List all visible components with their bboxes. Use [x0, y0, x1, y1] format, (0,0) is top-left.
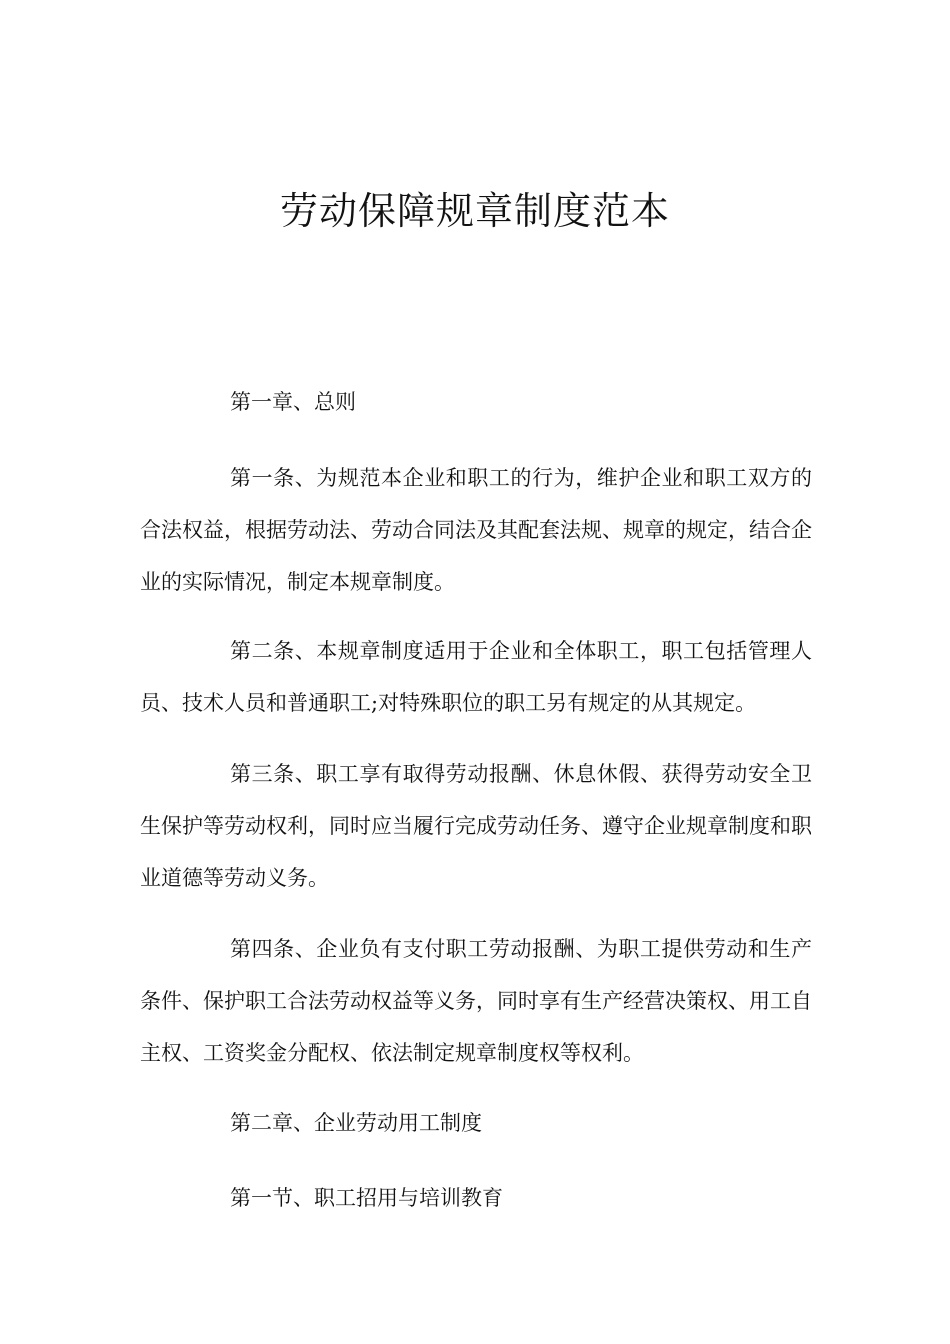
- chapter-2-heading: 第二章、企业劳动用工制度: [230, 1111, 482, 1135]
- article-4-paragraph: 第四条、企业负有支付职工劳动报酬、为职工提供劳动和生产条件、保护职工合法劳动权益等义务，同时享有生产经营决策权、用工自主权、工资奖金分配权、依法制定规章制度权等权利。: [140, 937, 812, 1065]
- article-3-paragraph: 第三条、职工享有取得劳动报酬、休息休假、获得劳动安全卫生保护等劳动权利，同时应当履行完成劳动任务、遵守企业规章制度和职业道德等劳动义务。: [140, 762, 812, 890]
- chapter-1-heading: 第一章、总则: [230, 390, 356, 414]
- document-title: 劳动保障规章制度范本: [279, 189, 670, 233]
- article-2-paragraph: 第二条、本规章制度适用于企业和全体职工，职工包括管理人员、技术人员和普通职工;对特殊职位的职工另有规定的从其规定。: [140, 639, 812, 715]
- article-1-paragraph: 第一条、为规范本企业和职工的行为，维护企业和职工双方的合法权益，根据劳动法、劳动合同法及其配套法规、规章的规定，结合企业的实际情况，制定本规章制度。: [140, 466, 812, 594]
- section-1-heading: 第一节、职工招用与培训教育: [230, 1186, 503, 1210]
